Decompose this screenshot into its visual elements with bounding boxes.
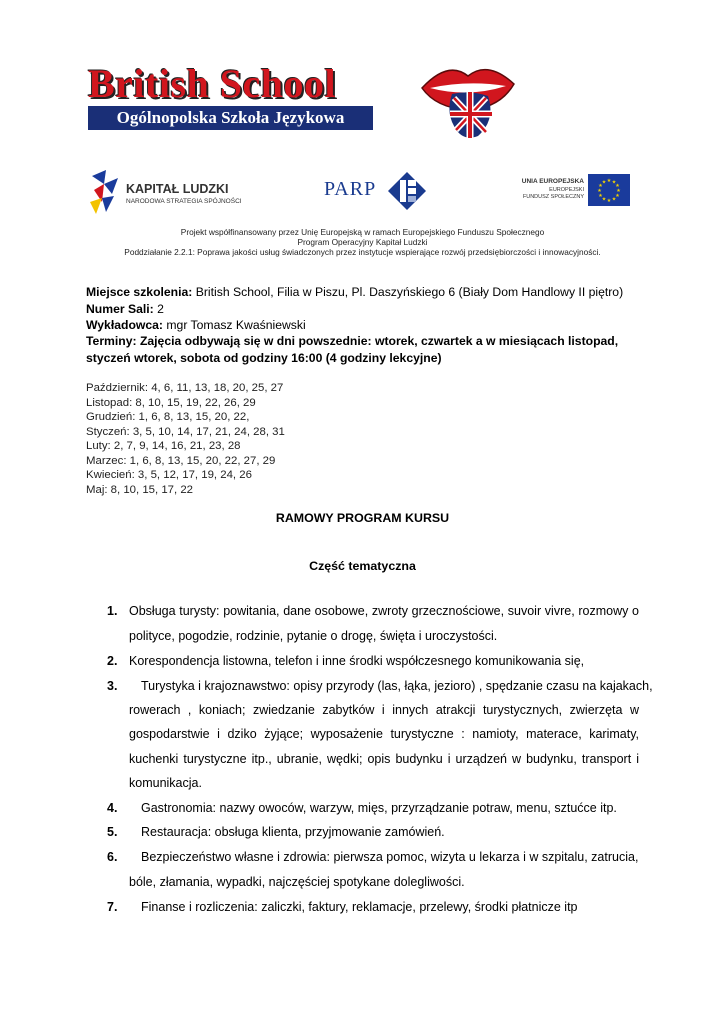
svg-text:★: ★ [606,198,612,204]
list-item-number: 7. [107,900,118,914]
project-line-1: Projekt współfinansowany przez Unię Europejską w ramach Europejskiego Funduszu Społecznego [180,227,545,237]
list-item-line: gospodarstwie i dziko żyjące; wyposażenie turystyczne : namioty, materace, karimaty, [129,727,639,741]
lecturer-value: mgr Tomasz Kwaśniewski [163,318,306,332]
dates-row: Kwiecień: 3, 5, 12, 17, 19, 24, 26 [86,469,252,481]
lips-logo-icon [418,58,518,142]
list-item-number: 5. [107,825,118,839]
training-place-label: Miejsce szkolenia: [86,285,193,299]
list-item-line: Restauracja: obsługa klienta, przyjmowanie zamówień. [141,825,445,839]
brand-title: British School [88,61,337,106]
svg-text:★: ★ [597,188,602,194]
dates-row: Styczeń: 3, 5, 10, 14, 17, 21, 24, 28, 31 [86,425,285,438]
svg-text:★: ★ [611,196,617,203]
training-place-value: British School, Filia w Piszu, Pl. Daszyńskiego 6 (Biały Dom Handlowy II piętro) [192,285,624,299]
parp-text: PARP [324,178,377,200]
dates-row: Marzec: 1, 6, 8, 13, 15, 20, 22, 27, 29 [86,454,276,467]
eu-flag-icon [588,174,630,206]
brand-subtitle: Ogólnopolska Szkoła Językowa [88,106,373,130]
list-item-line: Korespondencja listowna, telefon i inne środki współczesnego komunikowania się, [129,654,585,668]
list-item-line: Gastronomia: nazwy owoców, warzyw, mięs, przyrządzanie potraw, menu, sztućce itp. [141,801,617,815]
kapital-ludzki-logo [86,168,246,220]
svg-text:★: ★ [606,178,612,184]
list-item-line: Turystyka i krajoznawstwo: opisy przyrody (las, łąka, jezioro) , spędzanie czasu na kajakach, [141,679,653,693]
dates-row: Maj: 8, 10, 15, 17, 22 [86,483,194,496]
list-item-line: bóle, złamania, wypadki, najczęściej spotykane dolegliwości. [129,875,465,889]
dates-row: Luty: 2, 7, 9, 14, 16, 21, 23, 28 [86,440,241,452]
list-item-line: Obsługa turysty: powitania, dane osobowe, zwroty grzecznościowe, suvoir vivre, rozmowy o [129,604,639,618]
list-item-number: 1. [107,604,118,618]
svg-text:★: ★ [598,193,603,199]
program-title: RAMOWY PROGRAM KURSU [275,511,450,525]
parp-emblem-icon [388,172,426,210]
svg-text:★: ★ [601,179,607,186]
eu-title: UNIA EUROPEJSKA [521,178,584,185]
svg-text:★: ★ [601,196,607,203]
room-number-label: Numer Sali: [86,302,154,316]
list-item-line: rowerach , koniach; zwiedzanie zabytków i innych atrakcji turystycznych, zwierzęta w [129,703,639,717]
header-banner [88,58,518,142]
list-item-number: 3. [107,679,118,693]
eu-subtitle-line2: FUNDUSZ SPOŁECZNY [522,194,584,200]
dates-list [86,381,285,497]
svg-text:★: ★ [598,183,603,189]
room-number-value: 2 [153,302,164,316]
list-item-line: Finanse i rozliczenia: zaliczki, faktury, reklamacje, przelewy, środki płatnicze itp [141,900,578,914]
project-line-3: Poddziałanie 2.2.1: Poprawa jakości usług świadczonych przez instytucje wspierające rozwój przedsiębiorczości i innowacyjności. [124,247,601,257]
svg-text:★: ★ [615,183,620,189]
terms-line-2: styczeń wtorek, sobota od godziny 16:00 (4 godziny lekcyjne) [86,351,442,365]
kapital-ludzki-subtitle: NARODOWA STRATEGIA SPÓJNOŚCI [126,198,242,205]
lecturer [86,317,306,334]
eu-logo [514,174,630,208]
eu-subtitle-line1: EUROPEJSKI [549,187,584,193]
svg-text:★: ★ [616,188,621,194]
list-item-line: kuchenki turystyczne itp., ubranie, wędki; opis budynku i urządzeń w budynku, transport i [129,752,639,766]
training-place [86,284,623,301]
lecturer-label: Wykładowca: [86,318,163,332]
eu-subtitle [514,187,584,201]
dates-row: Październik: 4, 6, 11, 13, 18, 20, 25, 27 [86,382,284,394]
svg-text:★: ★ [611,179,617,186]
terms-line-1: Terminy: Zajęcia odbywają się w dni powszednie: wtorek, czwartek a w miesiącach listopad, [86,334,619,348]
list-item-number: 6. [107,850,118,864]
list-item-line: Bezpieczeństwo własne i zdrowia: pierwsza pomoc, wizyta u lekarza i w szpitalu, zatrucia, [141,850,639,864]
kapital-ludzki-star-icon [86,168,124,218]
kapital-ludzki-title: KAPITAŁ LUDZKI [126,182,229,196]
list-item-number: 4. [107,801,118,815]
room-number [86,301,164,318]
dates-row: Listopad: 8, 10, 15, 19, 22, 26, 29 [86,396,256,409]
list-item-line: polityce, pogodzie, rodzinie, pytanie o drogę, święta i uroczystości. [129,629,498,643]
svg-text:★: ★ [615,193,620,199]
section-title: Część tematyczna [309,559,416,573]
project-line-2: Program Operacyjny Kapitał Ludzki [297,237,428,247]
list-item-number: 2. [107,654,118,668]
dates-row: Grudzień: 1, 6, 8, 13, 15, 20, 22, [86,411,250,423]
parp-logo [324,172,434,212]
list-item-line: komunikacja. [129,776,202,790]
